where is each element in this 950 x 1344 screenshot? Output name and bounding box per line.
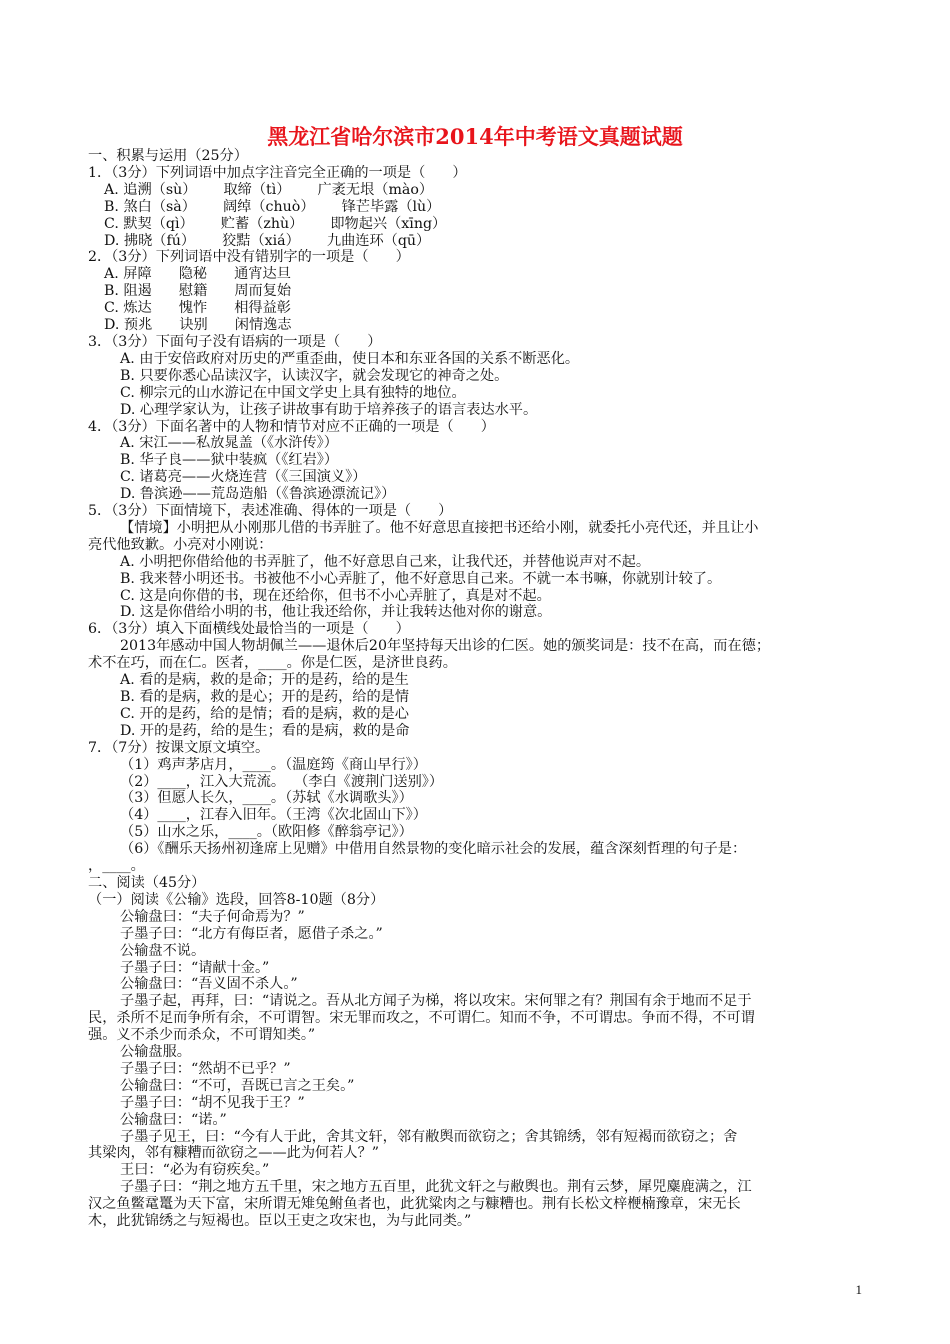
text-line: D. 拂晓（fú） 狡黠（xiá） 九曲连环（qū） bbox=[104, 232, 431, 249]
text-line: 子墨子曰：“北方有侮臣者，愿借子杀之。” bbox=[120, 925, 383, 942]
text-line: B. 看的是病，救的是心；开的是药，给的是情 bbox=[120, 689, 410, 705]
text-line: 一、积累与运用（25分） bbox=[88, 148, 248, 164]
text-line: 4．（3分）下面名著中的人物和情节对应不正确的一项是（ ） bbox=[88, 418, 495, 435]
text-line: 7．（7分）按课文原文填空。 bbox=[88, 739, 270, 756]
text-line: C. 诸葛亮——火烧连营（《三国演义》） bbox=[120, 469, 367, 486]
text-line: 5．（3分）下面情境下，表述准确、得体的一项是（ ） bbox=[88, 503, 453, 520]
text-line: 2013年感动中国人物胡佩兰——退休后20年坚持每天出诊的仁医。她的颁奖词是：技不在高，而在德； bbox=[120, 638, 771, 655]
text-line: C. 默契（qì） 贮蓄（zhù） 即物起兴（xīng） bbox=[104, 215, 447, 232]
text-line: 公输盘曰：“诺。” bbox=[120, 1111, 227, 1128]
text-line: C. 柳宗元的山水游记在中国文学史上具有独特的地位。 bbox=[120, 384, 466, 401]
text-line: 公输盘不说。 bbox=[120, 942, 206, 959]
text-line: B. 阻遏 慰籍 周而复始 bbox=[104, 283, 292, 300]
text-line: 汉之鱼鳖鼋鼍为天下富，宋所谓无雉兔鲋鱼者也，此犹粱肉之与糠糟也。荆有长松文梓楩楠豫章，宋无长 bbox=[88, 1196, 741, 1213]
text-line: 二、阅读（45分） bbox=[88, 874, 206, 891]
text-line: 1．（3分）下列词语中加点字注音完全正确的一项是（ ） bbox=[88, 164, 467, 181]
text-line: C. 这是向你借的书，现在还给你，但书不小心弄脏了，真是对不起。 bbox=[120, 587, 551, 604]
text-line: A. 追溯（sù） 取缔（tì） 广袤无垠（mào） bbox=[104, 181, 434, 198]
text-line: （1）鸡声茅店月，____。（温庭筠《商山早行》） bbox=[120, 756, 427, 773]
text-line: D. 预兆 诀别 闲情逸志 bbox=[104, 317, 292, 334]
text-line: D. 这是你借给小明的书，他让我还给你，并让我转达他对你的谢意。 bbox=[120, 604, 552, 621]
text-line: 公输盘服。 bbox=[120, 1044, 191, 1061]
text-line: A. 宋江——私放晁盖（《水浒传》） bbox=[120, 435, 338, 452]
text-line: 子墨子起，再拜，曰：“请说之。吾从北方闻子为梯，将以攻宋。宋何罪之有？荆国有余于地而不足于 bbox=[120, 993, 752, 1010]
text-line: 子墨子曰：“请献十金。” bbox=[120, 959, 270, 976]
text-line: （5）山水之乐，____。（欧阳修《醉翁亭记》） bbox=[120, 824, 413, 841]
text-line: C. 开的是药，给的是情；看的是病，救的是心 bbox=[120, 705, 409, 722]
text-line: B. 华子良——狱中装疯（《红岩》） bbox=[120, 452, 339, 469]
text-line: （2）____，江入大荒流。 （李白《渡荆门送别》） bbox=[120, 773, 444, 790]
text-line: 公输盘曰：“不可，吾既已言之王矣。” bbox=[120, 1077, 355, 1094]
text-line: （一）阅读《公输》选段，回答8-10题（8分） bbox=[88, 891, 385, 908]
text-line: 2．（3分）下列词语中没有错别字的一项是（ ） bbox=[88, 249, 410, 266]
text-line: B. 煞白（sà） 阔绰（chuò） 锋芒毕露（lù） bbox=[104, 198, 441, 215]
text-line: 木，此犹锦绣之与短褐也。臣以王吏之攻宋也，为与此同类。” bbox=[88, 1213, 472, 1230]
text-line: 3．（3分）下面句子没有语病的一项是（ ） bbox=[88, 333, 382, 350]
text-line: ，____。 bbox=[88, 858, 145, 875]
text-line: C. 炼达 愧怍 相得益彰 bbox=[104, 300, 291, 317]
page-title: 黑龙江省哈尔滨市2014年中考语文真题试题 bbox=[267, 124, 683, 149]
text-line: 强。义不杀少而杀众，不可谓知类。” bbox=[88, 1027, 316, 1044]
text-line: 子墨子曰：“胡不见我于王？” bbox=[120, 1094, 305, 1111]
text-line: （4）____，江春入旧年。（王湾《次北固山下》） bbox=[120, 807, 427, 824]
text-line: A. 小明把你借给他的书弄脏了，他不好意思自己来，让我代还，并替他说声对不起。 bbox=[120, 553, 651, 570]
text-line: 子墨子曰：“荆之地方五千里，宋之地方五百里，此犹文轩之与敝舆也。荆有云梦，犀兕麋鹿满之，江 bbox=[120, 1179, 752, 1196]
text-line: D. 心理学家认为，让孩子讲故事有助于培养孩子的语言表达水平。 bbox=[120, 401, 538, 418]
text-line: A. 屏障 隐秘 通宵达旦 bbox=[104, 266, 291, 283]
text-line: D. 鲁滨逊——荒岛造船（《鲁滨逊漂流记》） bbox=[120, 486, 396, 503]
text-line: 子墨子见王，曰：“今有人于此，舍其文轩，邻有敝舆而欲窃之；舍其锦绣，邻有短褐而欲窃之；舍 bbox=[120, 1128, 738, 1145]
text-line: （3）但愿人长久，____。（苏轼《水调歌头》） bbox=[120, 790, 413, 807]
text-line: 亮代他致歉。小亮对小刚说： bbox=[88, 536, 273, 553]
text-line: B. 我来替小明还书。书被他不小心弄脏了，他不好意思自己来。不就一本书嘛，你就别计较了。 bbox=[120, 570, 722, 587]
text-line: 子墨子曰：“然胡不已乎？” bbox=[120, 1060, 291, 1077]
text-line: 王曰：“必为有窃疾矣。” bbox=[120, 1162, 270, 1179]
text-line: 6．（3分）填入下面横线处最恰当的一项是（ ） bbox=[88, 621, 410, 638]
text-line: 民，杀所不足而争所有余，不可谓智。宋无罪而攻之，不可谓仁。知而不争，不可谓忠。争而不得，不可谓 bbox=[88, 1010, 755, 1027]
text-line: 术不在巧，而在仁。医者，____。你是仁医，是济世良药。 bbox=[88, 655, 457, 672]
text-line: D. 开的是药，给的是生；看的是病，救的是命 bbox=[120, 722, 410, 739]
text-line: 其梁肉，邻有糠糟而欲窃之——此为何若人？” bbox=[88, 1145, 380, 1162]
text-line: A. 看的是病，救的是命；开的是药，给的是生 bbox=[120, 672, 409, 689]
text-line: 公输盘曰：“夫子何命焉为？” bbox=[120, 908, 305, 925]
exam-content bbox=[88, 148, 868, 1230]
text-line: A. 由于安倍政府对历史的严重歪曲，使日本和东亚各国的关系不断恶化。 bbox=[120, 350, 580, 367]
text-line: 公输盘曰：“吾义固不杀人。” bbox=[120, 976, 298, 993]
text-line: B. 只要你悉心品读汉字，认读汉字，就会发现它的神奇之处。 bbox=[120, 367, 509, 384]
text-line: （6）《酬乐天扬州初逢席上见赠》中借用自然景物的变化暗示社会的发展，蕴含深刻哲理的句子是： bbox=[120, 841, 747, 858]
text-line: 【情境】小明把从小刚那儿借的书弄脏了。他不好意思直接把书还给小刚，就委托小亮代还，并且让小 bbox=[120, 519, 759, 536]
page-number: 1 bbox=[855, 1282, 862, 1297]
